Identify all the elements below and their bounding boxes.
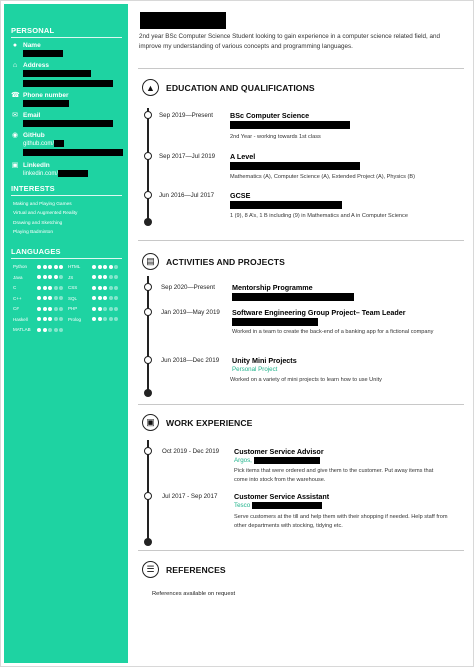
skill-dot bbox=[109, 265, 113, 269]
skill-dot bbox=[103, 265, 107, 269]
skill-dot bbox=[98, 317, 102, 321]
languages-grid bbox=[11, 263, 128, 335]
redacted-location bbox=[252, 502, 322, 509]
language-name: HTML bbox=[68, 264, 81, 270]
timeline-dot bbox=[144, 191, 152, 199]
work-date: Jul 2017 - Sep 2017 bbox=[162, 493, 218, 500]
skill-dot bbox=[48, 265, 52, 269]
interest-item: Virtual and Augmented Reality bbox=[13, 211, 78, 217]
education-date: Jun 2016—Jul 2017 bbox=[159, 192, 215, 199]
activity-desc: Worked in a team to create the back-end of a banking app for a fictional company bbox=[232, 329, 434, 335]
activity-title: Unity Mini Projects bbox=[232, 356, 297, 365]
work-employer-name: Tesco bbox=[234, 502, 251, 510]
language-name: MATLAB bbox=[13, 327, 31, 333]
timeline-end bbox=[144, 538, 152, 546]
contact-label: Email bbox=[23, 112, 41, 120]
education-desc: Mathematics (A), Computer Science (A), Extended Project (A), Physics (B) bbox=[230, 174, 415, 180]
section-title-references: REFERENCES bbox=[166, 565, 226, 575]
languages-divider bbox=[11, 258, 122, 259]
timeline-dot bbox=[144, 356, 152, 364]
skill-dot bbox=[98, 307, 102, 311]
skill-dot bbox=[59, 275, 63, 279]
interest-item: Making and Playing Games bbox=[13, 201, 72, 207]
language-name: SQL bbox=[68, 295, 78, 301]
timeline-dot bbox=[144, 283, 152, 291]
github-link[interactable]: github.com/ bbox=[23, 141, 55, 148]
section-divider bbox=[138, 404, 464, 405]
skill-dot bbox=[43, 275, 47, 279]
interest-item: Drawing and Sketching bbox=[13, 220, 63, 226]
language-name: C bbox=[13, 285, 17, 291]
redacted-location bbox=[254, 457, 320, 464]
skill-dot bbox=[114, 265, 118, 269]
language-name: C++ bbox=[13, 295, 22, 301]
skill-dot bbox=[114, 307, 118, 311]
notepad-icon: ☰ bbox=[142, 561, 159, 578]
skill-dot bbox=[92, 317, 96, 321]
skill-dot bbox=[54, 286, 58, 290]
github-icon: ◉ bbox=[11, 132, 19, 140]
redacted-college bbox=[230, 162, 360, 170]
education-title: BSc Computer Science bbox=[230, 111, 310, 120]
skill-dot bbox=[98, 296, 102, 300]
email-icon: ✉ bbox=[12, 112, 18, 120]
linkedin-link[interactable]: linkedin.com/ bbox=[23, 170, 59, 177]
skill-dot bbox=[92, 275, 96, 279]
redacted-university bbox=[230, 121, 350, 129]
skill-dot bbox=[54, 307, 58, 311]
skill-dot bbox=[54, 275, 58, 279]
activity-desc: Worked on a variety of mini projects to learn how to use Unity bbox=[230, 377, 382, 383]
redacted-school bbox=[230, 201, 342, 209]
skill-dot bbox=[103, 275, 107, 279]
skill-dot bbox=[48, 317, 52, 321]
education-title: GCSE bbox=[230, 191, 251, 200]
redacted-name-heading bbox=[140, 12, 226, 29]
language-item bbox=[68, 263, 123, 272]
personal-heading: PERSONAL bbox=[11, 26, 55, 35]
skill-dot bbox=[37, 307, 41, 311]
contact-github[interactable] bbox=[11, 132, 128, 157]
timeline-dot bbox=[144, 308, 152, 316]
skill-dot bbox=[59, 265, 63, 269]
skill-dot bbox=[98, 286, 102, 290]
redacted-linkedin bbox=[58, 170, 88, 177]
contact-label: GitHub bbox=[23, 132, 45, 140]
redacted-name bbox=[23, 50, 63, 57]
timeline-dot bbox=[144, 492, 152, 500]
skill-dot bbox=[37, 317, 41, 321]
skill-dot bbox=[92, 265, 96, 269]
redacted-org bbox=[232, 318, 318, 326]
notebook-icon: ▤ bbox=[142, 253, 159, 270]
activities-timeline bbox=[147, 276, 149, 392]
skill-dot bbox=[54, 296, 58, 300]
skill-dot bbox=[59, 296, 63, 300]
contact-address bbox=[11, 62, 128, 88]
skill-dot bbox=[103, 296, 107, 300]
skill-dot bbox=[54, 265, 58, 269]
skill-dot bbox=[43, 286, 47, 290]
skill-dot bbox=[109, 296, 113, 300]
languages-heading: LANGUAGES bbox=[11, 246, 61, 256]
interests-heading: INTERESTS bbox=[11, 183, 55, 193]
activity-subtitle: Personal Project bbox=[232, 366, 278, 373]
language-name: PHP bbox=[68, 306, 78, 312]
contact-phone bbox=[11, 92, 128, 108]
skill-dot bbox=[92, 286, 96, 290]
work-employer bbox=[234, 502, 322, 509]
personal-divider bbox=[11, 37, 122, 38]
language-name: CSS bbox=[68, 285, 78, 291]
language-name: Prolog bbox=[68, 316, 82, 322]
redacted-github-2 bbox=[23, 149, 123, 156]
contact-label: LinkedIn bbox=[23, 161, 50, 169]
language-item bbox=[13, 284, 68, 293]
education-date: Sep 2017—Jul 2019 bbox=[159, 153, 216, 160]
skill-dot bbox=[114, 286, 118, 290]
redacted-address-2 bbox=[23, 80, 113, 87]
education-desc: 1 (9), 8 A’s, 1 B including (9) in Mathematics and A in Computer Science bbox=[230, 213, 408, 219]
redacted-phone bbox=[23, 100, 69, 107]
phone-icon: ☎ bbox=[11, 92, 20, 100]
skill-dot bbox=[109, 286, 113, 290]
skill-dot bbox=[48, 296, 52, 300]
skill-dot bbox=[37, 328, 41, 332]
language-item bbox=[13, 315, 68, 324]
timeline-dot bbox=[144, 111, 152, 119]
skill-dot bbox=[37, 286, 41, 290]
skill-dot bbox=[54, 328, 58, 332]
skill-dot bbox=[98, 265, 102, 269]
language-item bbox=[68, 284, 123, 293]
skill-dot bbox=[59, 307, 63, 311]
skill-dot bbox=[59, 317, 63, 321]
skill-dot bbox=[109, 275, 113, 279]
work-desc: Serve customers at the till and help them with their shopping if needed. Help staff from other departments with stocking, tidying etc. bbox=[234, 514, 448, 529]
contact-label: Name bbox=[23, 42, 41, 49]
activity-date: Jan 2019—May 2019 bbox=[161, 309, 220, 316]
activity-title: Mentorship Programme bbox=[232, 283, 313, 292]
language-item bbox=[13, 263, 68, 272]
skill-dot bbox=[103, 317, 107, 321]
section-title-activities: ACTIVITIES AND PROJECTS bbox=[166, 257, 285, 267]
language-name: C# bbox=[13, 306, 19, 312]
skill-dot bbox=[109, 307, 113, 311]
section-divider bbox=[138, 240, 464, 241]
skill-dot bbox=[114, 275, 118, 279]
redacted-org bbox=[232, 293, 354, 301]
language-name: Haskell bbox=[13, 316, 28, 322]
contact-label: Phone number bbox=[23, 92, 69, 100]
section-divider bbox=[138, 550, 464, 551]
sidebar bbox=[4, 4, 128, 663]
skill-dot bbox=[48, 328, 52, 332]
section-title-work: WORK EXPERIENCE bbox=[166, 418, 253, 428]
work-title: Customer Service Assistant bbox=[234, 492, 330, 501]
language-item bbox=[68, 305, 123, 314]
contact-linkedin[interactable] bbox=[11, 162, 128, 178]
work-employer-name: Argos, bbox=[234, 457, 252, 465]
skill-dot bbox=[37, 296, 41, 300]
skill-dot bbox=[48, 307, 52, 311]
activity-date: Sep 2020—Present bbox=[161, 284, 216, 291]
skill-dot bbox=[43, 296, 47, 300]
skill-dot bbox=[54, 317, 58, 321]
summary-text: 2nd year BSc Computer Science Student looking to gain experience in a computer science related field, and improve my understanding of various concepts and programming languages. bbox=[139, 33, 441, 50]
interests-divider bbox=[11, 195, 122, 196]
work-employer bbox=[234, 457, 320, 464]
skill-dot bbox=[109, 317, 113, 321]
language-name: JS bbox=[68, 274, 74, 280]
language-item bbox=[68, 273, 123, 282]
timeline-end bbox=[144, 389, 152, 397]
skill-dot bbox=[59, 286, 63, 290]
redacted-address bbox=[23, 70, 91, 77]
skill-dot bbox=[92, 296, 96, 300]
graduation-cap-icon: ▲ bbox=[142, 79, 159, 96]
work-title: Customer Service Advisor bbox=[234, 447, 324, 456]
activity-date: Jun 2018—Dec 2019 bbox=[161, 357, 220, 364]
linkedin-icon: ▣ bbox=[11, 161, 19, 169]
activity-title: Software Engineering Group Project– Team Leader bbox=[232, 308, 406, 317]
timeline-dot bbox=[144, 152, 152, 160]
section-divider bbox=[138, 68, 464, 69]
work-timeline bbox=[147, 440, 149, 542]
skill-dot bbox=[43, 265, 47, 269]
skill-dot bbox=[37, 275, 41, 279]
interest-item: Playing Badminton bbox=[13, 230, 53, 236]
language-name: Java bbox=[13, 274, 23, 280]
references-text: References available on request bbox=[152, 591, 236, 597]
skill-dot bbox=[114, 317, 118, 321]
language-item bbox=[13, 294, 68, 303]
contact-name bbox=[11, 42, 128, 58]
education-title: A Level bbox=[230, 152, 256, 161]
skill-dot bbox=[59, 328, 63, 332]
timeline-end bbox=[144, 218, 152, 226]
person-icon: ● bbox=[12, 42, 18, 49]
redacted-github bbox=[54, 140, 64, 147]
skill-dot bbox=[43, 307, 47, 311]
work-desc: Pick items that were ordered and give them to the customer. Put away items that come into stock from the warehouse. bbox=[234, 468, 434, 483]
language-name: Python bbox=[13, 264, 28, 270]
skill-dot bbox=[98, 275, 102, 279]
skill-dot bbox=[48, 286, 52, 290]
main-content bbox=[128, 0, 474, 667]
language-item bbox=[68, 315, 123, 324]
skill-dot bbox=[114, 296, 118, 300]
skill-dot bbox=[92, 307, 96, 311]
skill-dot bbox=[103, 307, 107, 311]
skill-dot bbox=[43, 328, 47, 332]
language-item bbox=[13, 273, 68, 282]
language-item bbox=[68, 294, 123, 303]
timeline-dot bbox=[144, 447, 152, 455]
skill-dot bbox=[103, 286, 107, 290]
redacted-email bbox=[23, 120, 113, 127]
home-icon: ⌂ bbox=[12, 62, 18, 70]
language-item bbox=[13, 326, 68, 335]
contact-email bbox=[11, 112, 128, 128]
education-date: Sep 2019—Present bbox=[159, 112, 214, 119]
skill-dot bbox=[48, 275, 52, 279]
contact-label: Address bbox=[23, 62, 50, 70]
skill-dot bbox=[37, 265, 41, 269]
education-timeline bbox=[147, 108, 149, 220]
language-item bbox=[13, 305, 68, 314]
section-title-education: EDUCATION AND QUALIFICATIONS bbox=[166, 83, 315, 93]
education-desc: 2nd Year - working towards 1st class bbox=[230, 134, 321, 140]
briefcase-icon: ▣ bbox=[142, 414, 159, 431]
skill-dot bbox=[43, 317, 47, 321]
work-date: Oct 2019 - Dec 2019 bbox=[162, 448, 220, 455]
